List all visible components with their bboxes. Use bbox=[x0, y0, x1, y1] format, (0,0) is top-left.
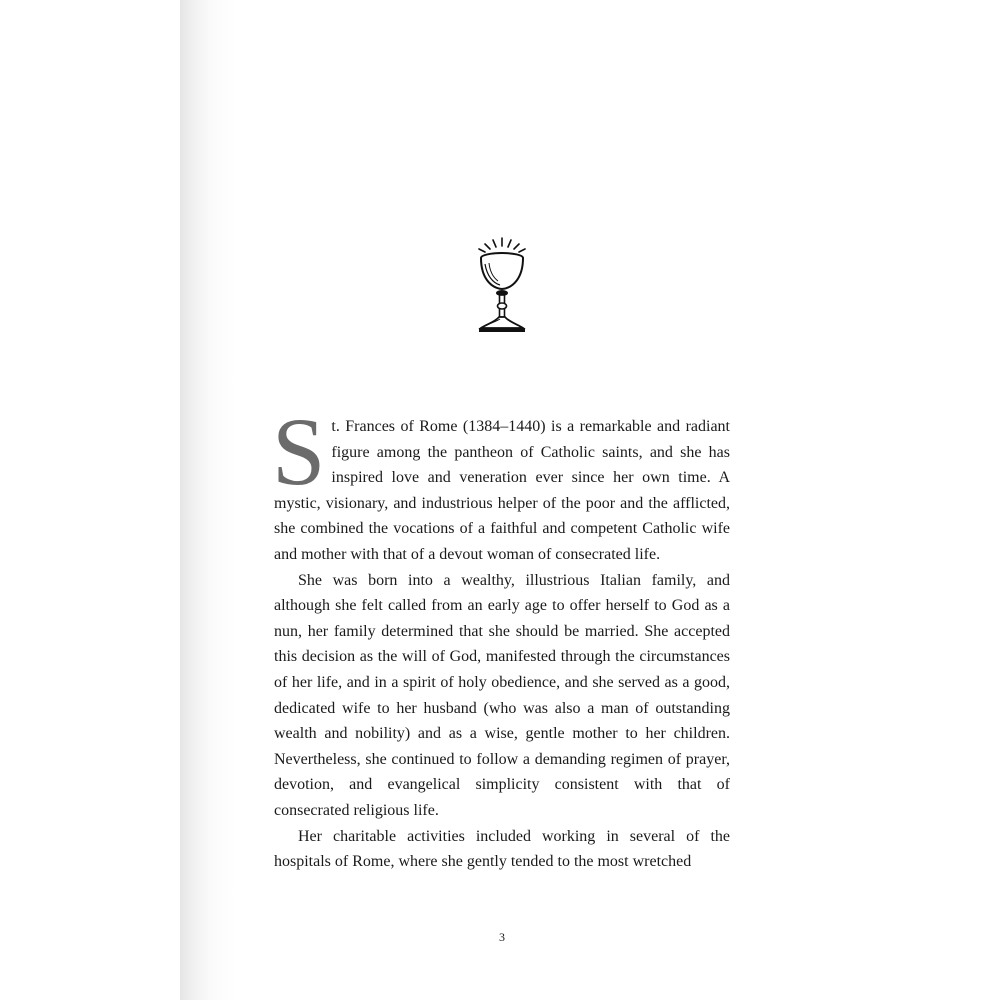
drop-cap: S bbox=[272, 398, 326, 505]
page-number: 3 bbox=[499, 930, 505, 944]
background-margin bbox=[0, 0, 180, 1000]
paragraph-2: She was born into a wealthy, illustrious Italian family, and although she felt called from an early age to offer herself to God as a nun, her family determined that she should be married. She accepted this decision as the will of God, manifested through the circumstances of her life, and in a spirit of holy obedience, and she served as a good, dedicated wife to her husband (who was also a man of outstanding wealth and nobility) and as a wise, gentle mother to her children. Nevertheless, she continued to follow a demanding regimen of prayer, devotion, and evangelical simplicity consistent with that of consecrated religious life. bbox=[274, 571, 730, 819]
body-text bbox=[272, 398, 730, 875]
paragraph-3: Her charitable activities included working in several of the hospitals of Rome, where she gently tended to the most wretched bbox=[274, 827, 730, 871]
paragraph-1-text: t. Frances of Rome (1384–1440) is a remarkable and radiant figure among the pantheon of Catholic saints, and she has inspired love and veneration ever since her own time. A mystic, visionary, and industrious helper of the poor and the afflicted, she combined the vocations of a faithful and competent Catholic wife and mother with that of a devout woman of consecrated life. bbox=[274, 418, 730, 563]
paragraph-1 bbox=[272, 398, 730, 568]
chalice-icon bbox=[471, 236, 533, 336]
